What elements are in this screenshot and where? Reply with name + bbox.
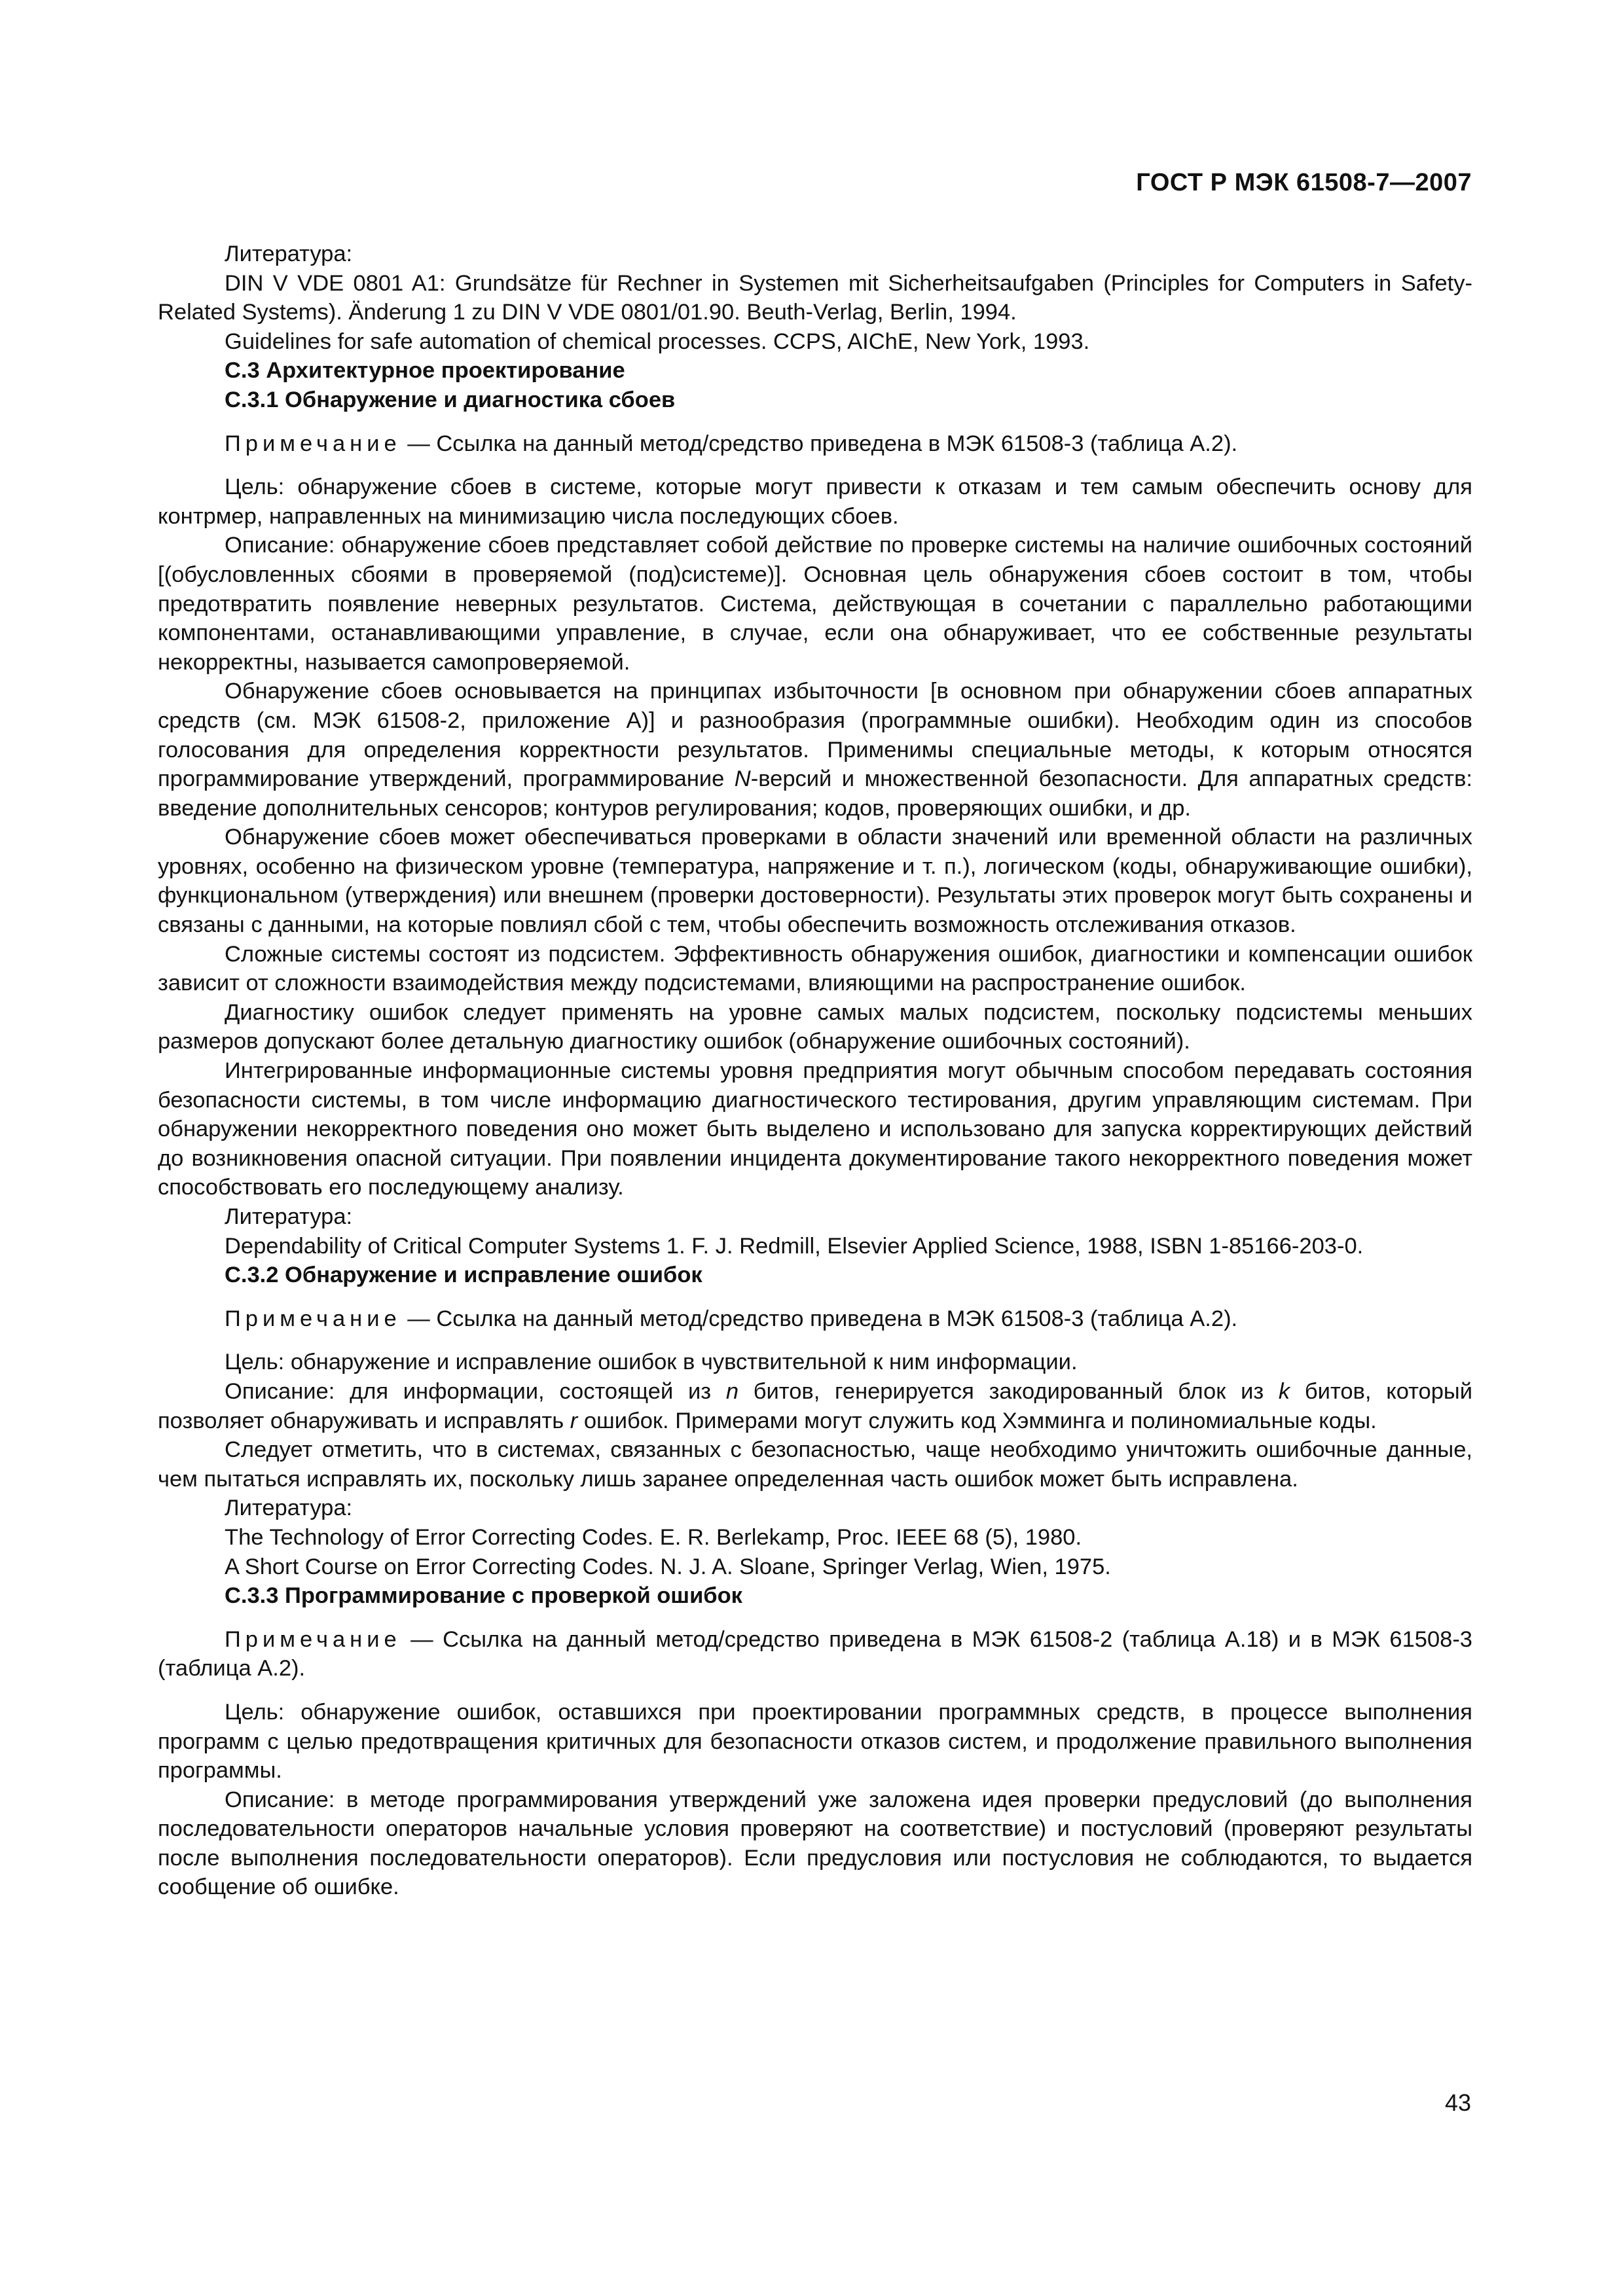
paragraph-description: Описание: обнаружение сбоев представляет собой действие по проверке системы на наличие ошибочных состояний [(обусловленных сбоями в проверяемой (под)системе)]. Основная цель обнаружения сбоев состоит в том, чтобы предотвратить появление неверных результатов. Система, действующая в сочетании с параллельно работающими компонентами, останавливающими управление, в случае, если она обнаруживает, что ее собственные результаты некорректны, называется самопроверяемой. bbox=[158, 533, 1472, 675]
reference-redmill: Dependability of Critical Computer Systems 1. F. J. Redmill, Elsevier Applied Science, 1988, ISBN 1-85166-203-0. bbox=[225, 1233, 1364, 1259]
paragraph-complex-systems: Сложные системы состоят из подсистем. Эффективность обнаружения ошибок, диагностики и компенсации ошибок зависит от сложности взаимодействия между подсистемами, влияющими на распространение ошибок. bbox=[158, 941, 1472, 996]
note-paragraph bbox=[158, 429, 1472, 459]
note-label: Примечание bbox=[225, 1306, 401, 1331]
section-heading-c3: С.3 Архитектурное проектирование bbox=[225, 358, 625, 384]
paragraph-goal: Цель: обнаружение сбоев в системе, которые могут привести к отказам и тем самым обеспечить основу для контрмер, направленных на минимизацию числа последующих сбоев. bbox=[158, 475, 1472, 529]
note-paragraph bbox=[158, 1625, 1472, 1683]
paragraph-checks: Обнаружение сбоев может обеспечиваться проверками в области значений или временной области на различных уровнях, особенно на физическом уровне (температура, напряжение и т. п.), логическом (коды, обнаруживающие ошибки), функциональном (утверждения) или внешнем (проверки достоверности). Результаты этих проверок могут быть сохранены и связаны с данными, на которые повлиял сбой с тем, чтобы обеспечить возможность отслеживания отказов. bbox=[158, 825, 1472, 938]
paragraph-description: Описание: для информации, состоящей из n битов, генерируется закодированный блок из k битов, который позволяет обнаруживать и исправлять r ошибок. Примерами могут служить код Хэмминга и полиномиальные коды. bbox=[158, 1378, 1472, 1433]
paragraph-diagnostics: Диагностику ошибок следует применять на уровне самых малых подсистем, поскольку подсистемы меньших размеров допускают более детальную диагностику ошибок (обнаружение ошибочных состояний). bbox=[158, 999, 1472, 1054]
note-label: Примечание bbox=[225, 431, 401, 456]
reference-din-vde: DIN V VDE 0801 A1: Grundsätze für Rechner in Systemen mit Sicherheitsaufgaben (Principles for Computers in Safety-Related Systems). Änderung 1 zu DIN V VDE 0801/01.90. Beuth-Verlag, Berlin, 1994. bbox=[158, 270, 1472, 325]
paragraph-goal: Цель: обнаружение и исправление ошибок в чувствительной к ним информации. bbox=[225, 1350, 1078, 1375]
reference-ccps: Guidelines for safe automation of chemical processes. CCPS, AIChE, New York, 1993. bbox=[225, 329, 1090, 354]
reference-sloane: A Short Course on Error Correcting Codes. N. J. A. Sloane, Springer Verlag, Wien, 1975. bbox=[225, 1554, 1111, 1579]
reference-berlekamp: The Technology of Error Correcting Codes. E. R. Berlekamp, Proc. IEEE 68 (5), 1980. bbox=[225, 1524, 1082, 1550]
note-label: Примечание bbox=[225, 1626, 401, 1652]
section-heading-c33: С.3.3 Программирование с проверкой ошибок bbox=[225, 1583, 742, 1609]
note-text: — Ссылка на данный метод/средство приведена в МЭК 61508-3 (таблица А.2). bbox=[401, 1306, 1238, 1331]
paragraph-integrated-systems: Интегрированные информационные системы уровня предприятия могут обычным способом передавать состояния безопасности системы, в том числе информацию диагностического тестирования, другим управляющим системам. При обнаружении некорректного поведения оно может быть выделено и использовано для запуска корректирующих действий до возникновения опасной ситуации. При появлении инцидента документирование такого некорректного поведения может способствовать его последующему анализу. bbox=[158, 1058, 1472, 1200]
paragraph-goal: Цель: обнаружение ошибок, оставшихся при проектировании программных средств, в процессе выполнения программ с целью предотвращения критичных для безопасности отказов систем, и продолжение правильного выполнения программы. bbox=[158, 1699, 1472, 1784]
note-text: — Ссылка на данный метод/средство приведена в МЭК 61508-2 (таблица А.18) и в МЭК 61508-3 (таблица А.2). bbox=[158, 1626, 1472, 1681]
literature-label: Литература: bbox=[225, 242, 353, 266]
paragraph-redundancy: Обнаружение сбоев основывается на принципах избыточности [в основном при обнаружении сбоев аппаратных средств (см. МЭК 61508-2, приложение А)] и разнообразия (программные ошибки). Необходим один из способов голосования для определения корректности результатов. Применимы специальные методы, к которым относятся программирование утверждений, программирование N-версий и множественной безопасности. Для аппаратных средств: введение дополнительных сенсоров; контуров регулирования; кодов, проверяющих ошибки, и др. bbox=[158, 679, 1472, 821]
section-heading-c31: С.3.1 Обнаружение и диагностика сбоев bbox=[225, 387, 676, 412]
page-body bbox=[158, 240, 1472, 1902]
note-text: — Ссылка на данный метод/средство приведена в МЭК 61508-3 (таблица А.2). bbox=[401, 431, 1238, 456]
literature-label: Литература: bbox=[225, 1204, 353, 1229]
note-paragraph bbox=[158, 1304, 1472, 1334]
page-number: 43 bbox=[1444, 2089, 1471, 2116]
paragraph-safety-note: Следует отметить, что в системах, связанных с безопасностью, чаще необходимо уничтожить ошибочные данные, чем пытаться исправлять их, поскольку лишь заранее определенная часть ошибок может быть исправлена. bbox=[158, 1437, 1472, 1492]
literature-label: Литература: bbox=[225, 1496, 353, 1521]
paragraph-description: Описание: в методе программирования утверждений уже заложена идея проверки предусловий (до выполнения последовательности операторов начальные условия проверяют на соответствие) и постусловий (проверяют результаты после выполнения последовательности операторов). Если предусловия или постусловия не соблюдаются, то выдается сообщение об ошибке. bbox=[158, 1787, 1472, 1900]
section-heading-c32: С.3.2 Обнаружение и исправление ошибок bbox=[225, 1263, 702, 1288]
standard-code-header: ГОСТ Р МЭК 61508-7—2007 bbox=[1136, 169, 1472, 196]
